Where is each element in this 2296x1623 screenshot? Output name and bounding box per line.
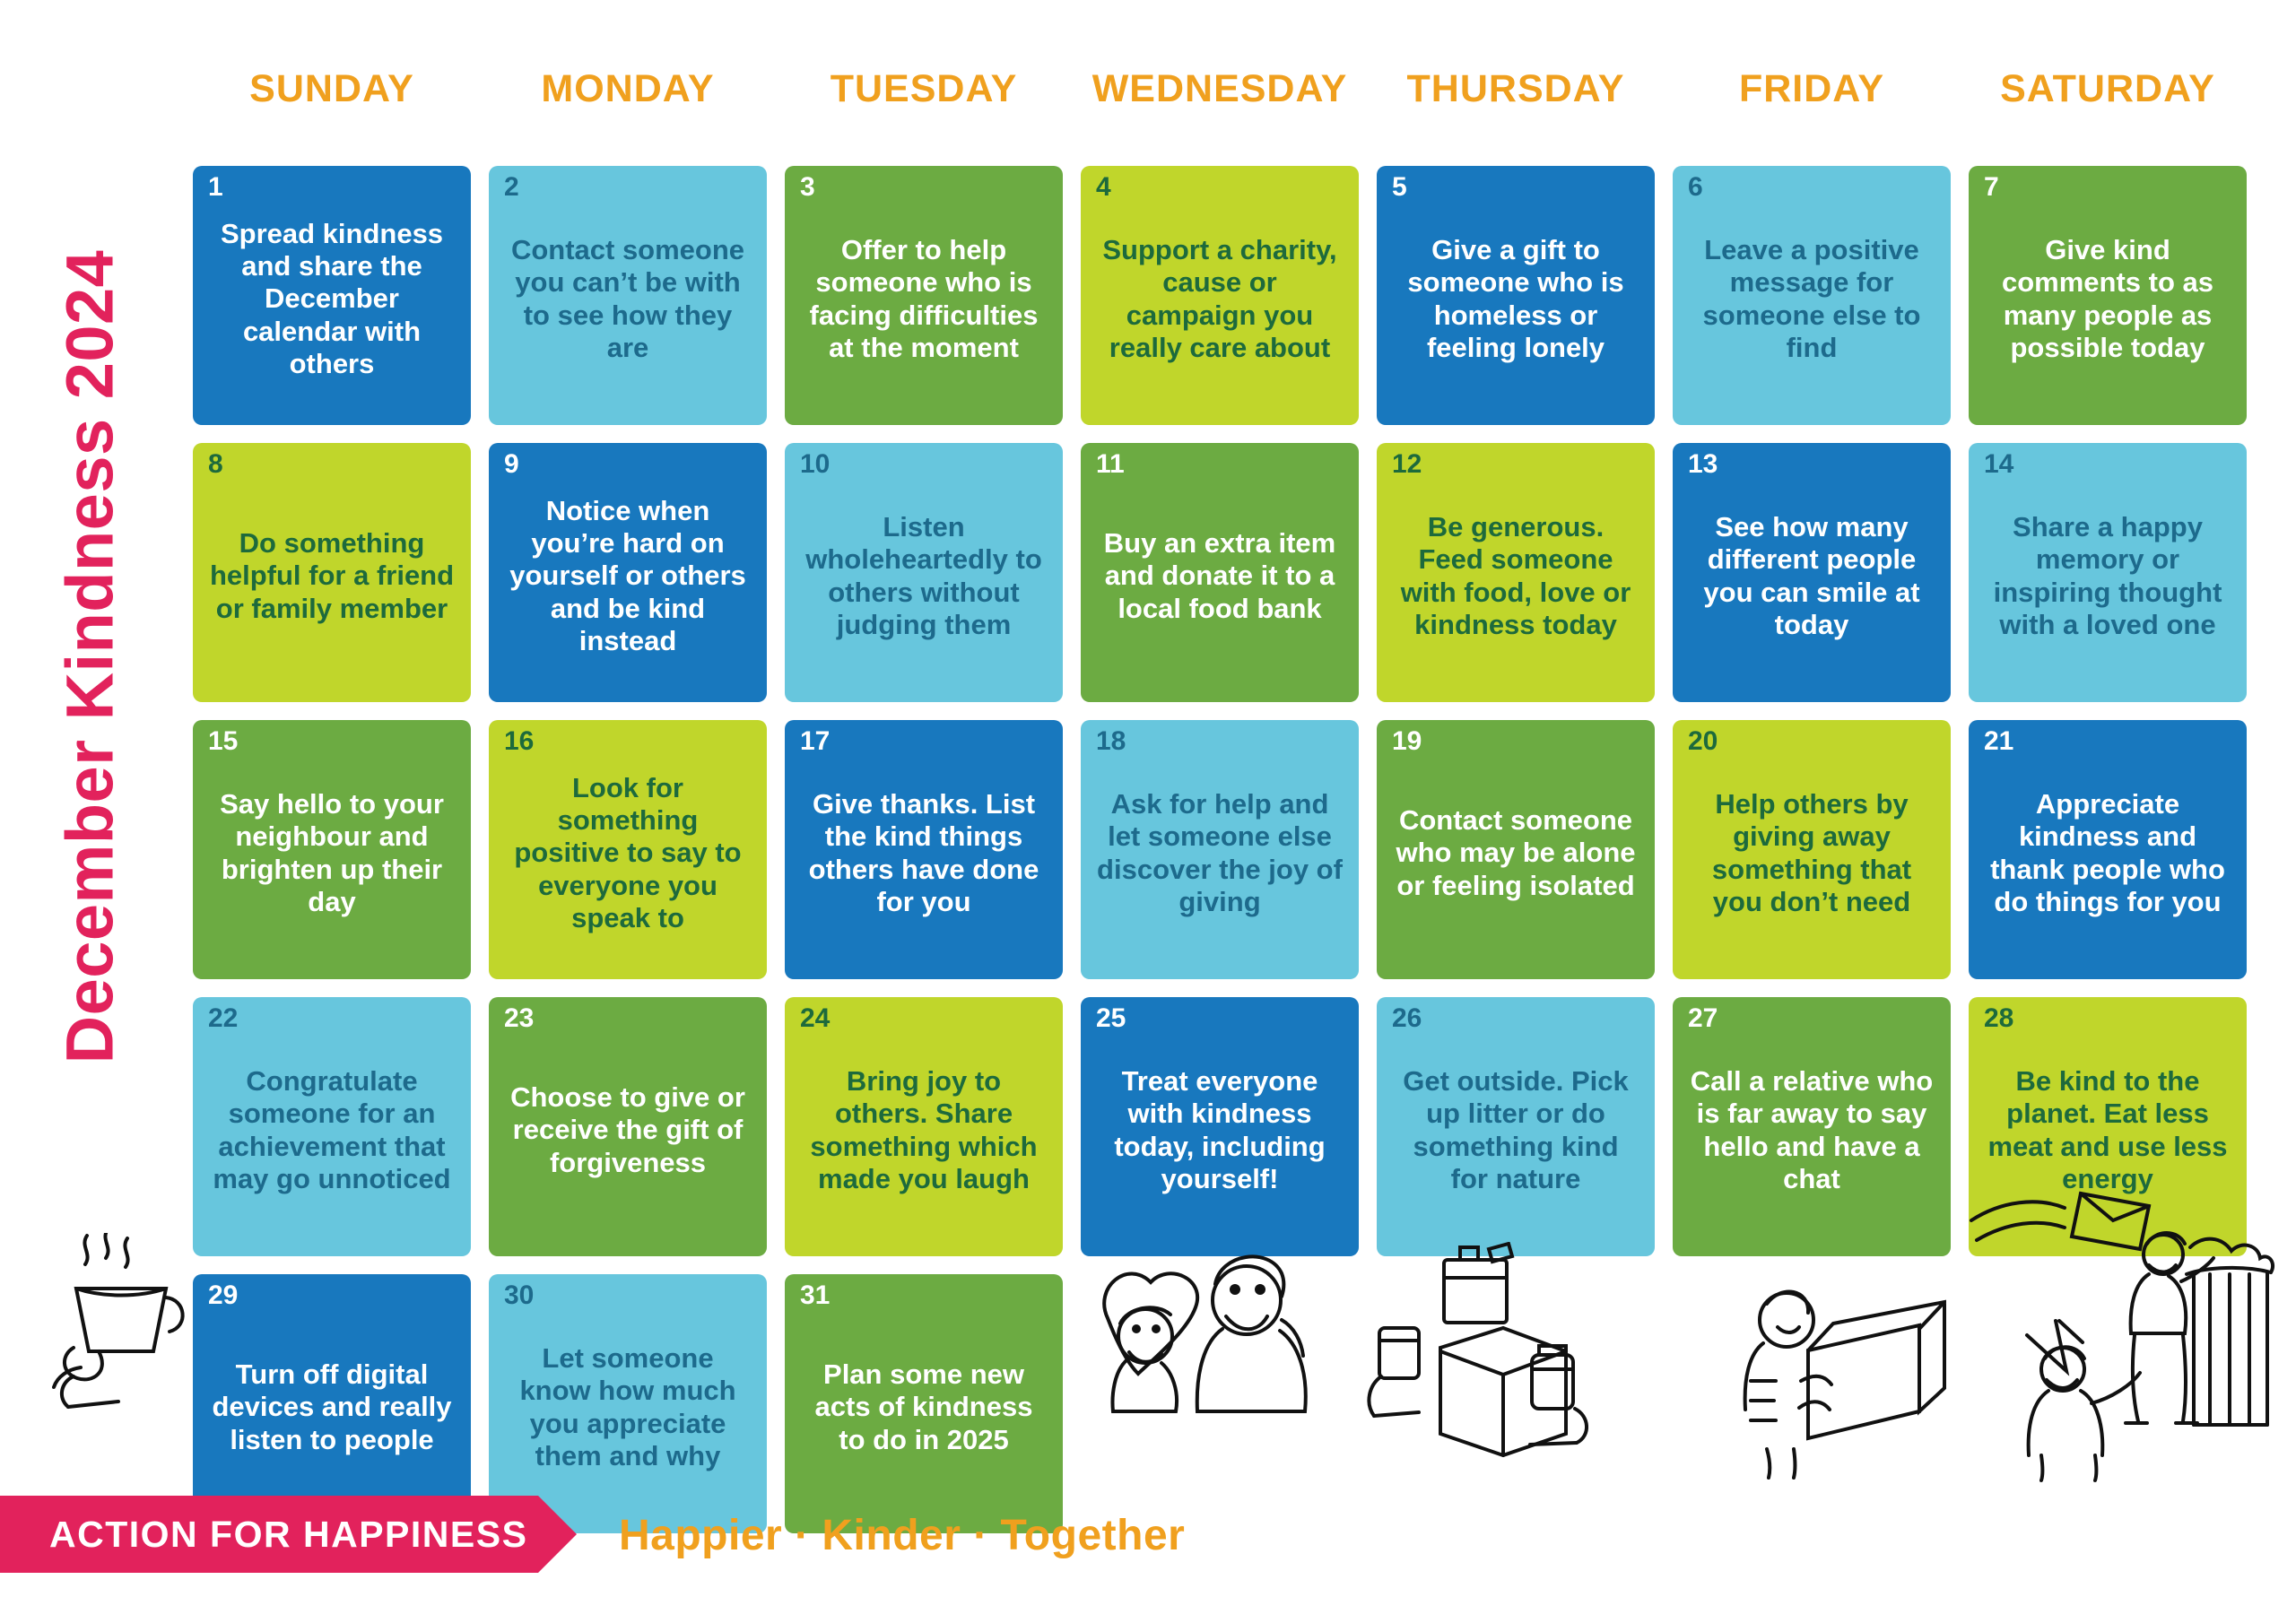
- food-donation-box-doodle: [1354, 1242, 1650, 1475]
- person-carrying-box-doodle: [1731, 1273, 1946, 1480]
- calendar-day-8[interactable]: [193, 443, 471, 702]
- calendar-day-10[interactable]: [785, 443, 1063, 702]
- day-action-text: Listen wholeheartedly to others without judging them: [805, 510, 1042, 640]
- day-action-text: Share a happy memory or inspiring thought with a loved one: [1993, 510, 2222, 640]
- calendar-day-25[interactable]: [1081, 997, 1359, 1256]
- day-number: 7: [1984, 172, 1999, 202]
- day-action-text: Look for something positive to say to everyone you speak to: [514, 771, 742, 933]
- day-action-text: Contact someone who may be alone or feeling isolated: [1396, 804, 1636, 901]
- day-action-text: Offer to help someone who is facing difficulties at the moment: [809, 233, 1039, 363]
- day-action-text: Call a relative who is far away to say hello and have a chat: [1690, 1064, 1934, 1194]
- calendar-day-30[interactable]: [489, 1274, 767, 1533]
- calendar-day-20[interactable]: [1673, 720, 1951, 979]
- brand-name: ACTION FOR HAPPINESS: [49, 1513, 528, 1555]
- day-number: 22: [208, 1003, 239, 1033]
- calendar-day-26[interactable]: [1377, 997, 1655, 1256]
- calendar-day-2[interactable]: [489, 166, 767, 425]
- day-number: 15: [208, 726, 239, 756]
- ladder-helpers-doodle: [1955, 1188, 2278, 1484]
- day-number: 27: [1688, 1003, 1718, 1033]
- day-action-text: Be generous. Feed someone with food, love or kindness today: [1400, 510, 1631, 640]
- day-number: 16: [504, 726, 535, 756]
- day-number: 31: [800, 1280, 831, 1310]
- day-number: 5: [1392, 172, 1407, 202]
- day-number: 2: [504, 172, 519, 202]
- day-number: 3: [800, 172, 815, 202]
- day-number: 12: [1392, 449, 1422, 479]
- day-action-text: Turn off digital devices and really listen to people: [212, 1358, 452, 1455]
- calendar-day-5[interactable]: [1377, 166, 1655, 425]
- weekday-saturday: SATURDAY: [2000, 67, 2215, 110]
- day-action-text: See how many different people you can smile at today: [1703, 510, 1920, 640]
- calendar-day-14[interactable]: [1969, 443, 2247, 702]
- calendar-day-21[interactable]: [1969, 720, 2247, 979]
- calendar-day-12[interactable]: [1377, 443, 1655, 702]
- calendar-day-19[interactable]: [1377, 720, 1655, 979]
- weekday-tuesday: TUESDAY: [830, 67, 1018, 110]
- hand-holding-cup-doodle: [36, 1233, 215, 1430]
- day-number: 29: [208, 1280, 239, 1310]
- calendar-day-18[interactable]: [1081, 720, 1359, 979]
- calendar-day-15[interactable]: [193, 720, 471, 979]
- day-number: 28: [1984, 1003, 2014, 1033]
- tagline: Happier · Kinder · Together: [619, 1512, 1186, 1559]
- day-number: 18: [1096, 726, 1126, 756]
- day-number: 4: [1096, 172, 1111, 202]
- day-action-text: Plan some new acts of kindness to do in 2025: [814, 1358, 1033, 1455]
- day-action-text: Ask for help and let someone else discover the joy of giving: [1097, 787, 1343, 917]
- day-action-text: Bring joy to others. Share something which made you laugh: [810, 1064, 1038, 1194]
- weekday-header: [193, 67, 2247, 111]
- day-action-text: Be kind to the planet. Eat less meat and use less energy: [1987, 1064, 2228, 1194]
- day-number: 19: [1392, 726, 1422, 756]
- calendar-day-22[interactable]: [193, 997, 471, 1256]
- day-action-text: Choose to give or receive the gift of forgiveness: [510, 1081, 745, 1178]
- day-number: 30: [504, 1280, 535, 1310]
- day-number: 20: [1688, 726, 1718, 756]
- day-action-text: Contact someone you can’t be with to see how they are: [510, 233, 745, 363]
- day-action-text: Treat everyone with kindness today, including yourself!: [1114, 1064, 1326, 1194]
- day-number: 14: [1984, 449, 2014, 479]
- calendar-day-29[interactable]: [193, 1274, 471, 1533]
- weekday-monday: MONDAY: [541, 67, 715, 110]
- day-action-text: Say hello to your neighbour and brighten up their day: [220, 787, 444, 917]
- day-number: 17: [800, 726, 831, 756]
- day-number: 25: [1096, 1003, 1126, 1033]
- day-action-text: Spread kindness and share the December calendar with others: [220, 217, 444, 379]
- two-people-heart-doodle: [1090, 1237, 1332, 1462]
- calendar-day-11[interactable]: [1081, 443, 1359, 702]
- day-action-text: Help others by giving away something that you don’t need: [1711, 787, 1912, 917]
- day-number: 21: [1984, 726, 2014, 756]
- day-number: 9: [504, 449, 519, 479]
- brand-banner: [0, 1496, 538, 1573]
- weekday-sunday: SUNDAY: [249, 67, 414, 110]
- day-number: 23: [504, 1003, 535, 1033]
- calendar-title-text: December Kindness 2024: [52, 249, 127, 1064]
- calendar-day-7[interactable]: [1969, 166, 2247, 425]
- day-number: 11: [1096, 449, 1125, 479]
- day-action-text: Support a charity, cause or campaign you really care about: [1102, 233, 1337, 363]
- calendar-day-3[interactable]: [785, 166, 1063, 425]
- day-number: 1: [208, 172, 223, 202]
- day-action-text: Get outside. Pick up litter or do something kind for nature: [1403, 1064, 1629, 1194]
- day-number: 6: [1688, 172, 1703, 202]
- calendar-day-13[interactable]: [1673, 443, 1951, 702]
- day-action-text: Appreciate kindness and thank people who do things for you: [1990, 787, 2225, 917]
- weekday-wednesday: WEDNESDAY: [1091, 67, 1348, 110]
- calendar-day-4[interactable]: [1081, 166, 1359, 425]
- day-action-text: Let someone know how much you appreciate them and why: [519, 1341, 736, 1471]
- day-number: 8: [208, 449, 223, 479]
- calendar-day-31[interactable]: [785, 1274, 1063, 1533]
- calendar-day-9[interactable]: [489, 443, 767, 702]
- calendar-day-6[interactable]: [1673, 166, 1951, 425]
- calendar-day-27[interactable]: [1673, 997, 1951, 1256]
- day-number: 26: [1392, 1003, 1422, 1033]
- day-action-text: Give a gift to someone who is homeless or feeling lonely: [1407, 233, 1624, 363]
- day-action-text: Leave a positive message for someone else to find: [1702, 233, 1921, 363]
- day-number: 10: [800, 449, 831, 479]
- weekday-thursday: THURSDAY: [1406, 67, 1625, 110]
- day-action-text: Buy an extra item and donate it to a local food bank: [1103, 527, 1336, 624]
- day-number: 24: [800, 1003, 831, 1033]
- day-action-text: Give thanks. List the kind things others have done for you: [808, 787, 1039, 917]
- calendar-day-1[interactable]: [193, 166, 471, 425]
- day-action-text: Do something helpful for a friend or family member: [209, 527, 455, 624]
- day-action-text: Congratulate someone for an achievement that may go unnoticed: [213, 1064, 451, 1194]
- calendar-day-23[interactable]: [489, 997, 767, 1256]
- day-number: 13: [1688, 449, 1718, 479]
- calendar-day-16[interactable]: [489, 720, 767, 979]
- calendar-day-17[interactable]: [785, 720, 1063, 979]
- day-action-text: Give kind comments to as many people as possible today: [2001, 233, 2213, 363]
- weekday-friday: FRIDAY: [1738, 67, 1885, 110]
- day-action-text: Notice when you’re hard on yourself or others and be kind instead: [509, 494, 746, 656]
- calendar-day-24[interactable]: [785, 997, 1063, 1256]
